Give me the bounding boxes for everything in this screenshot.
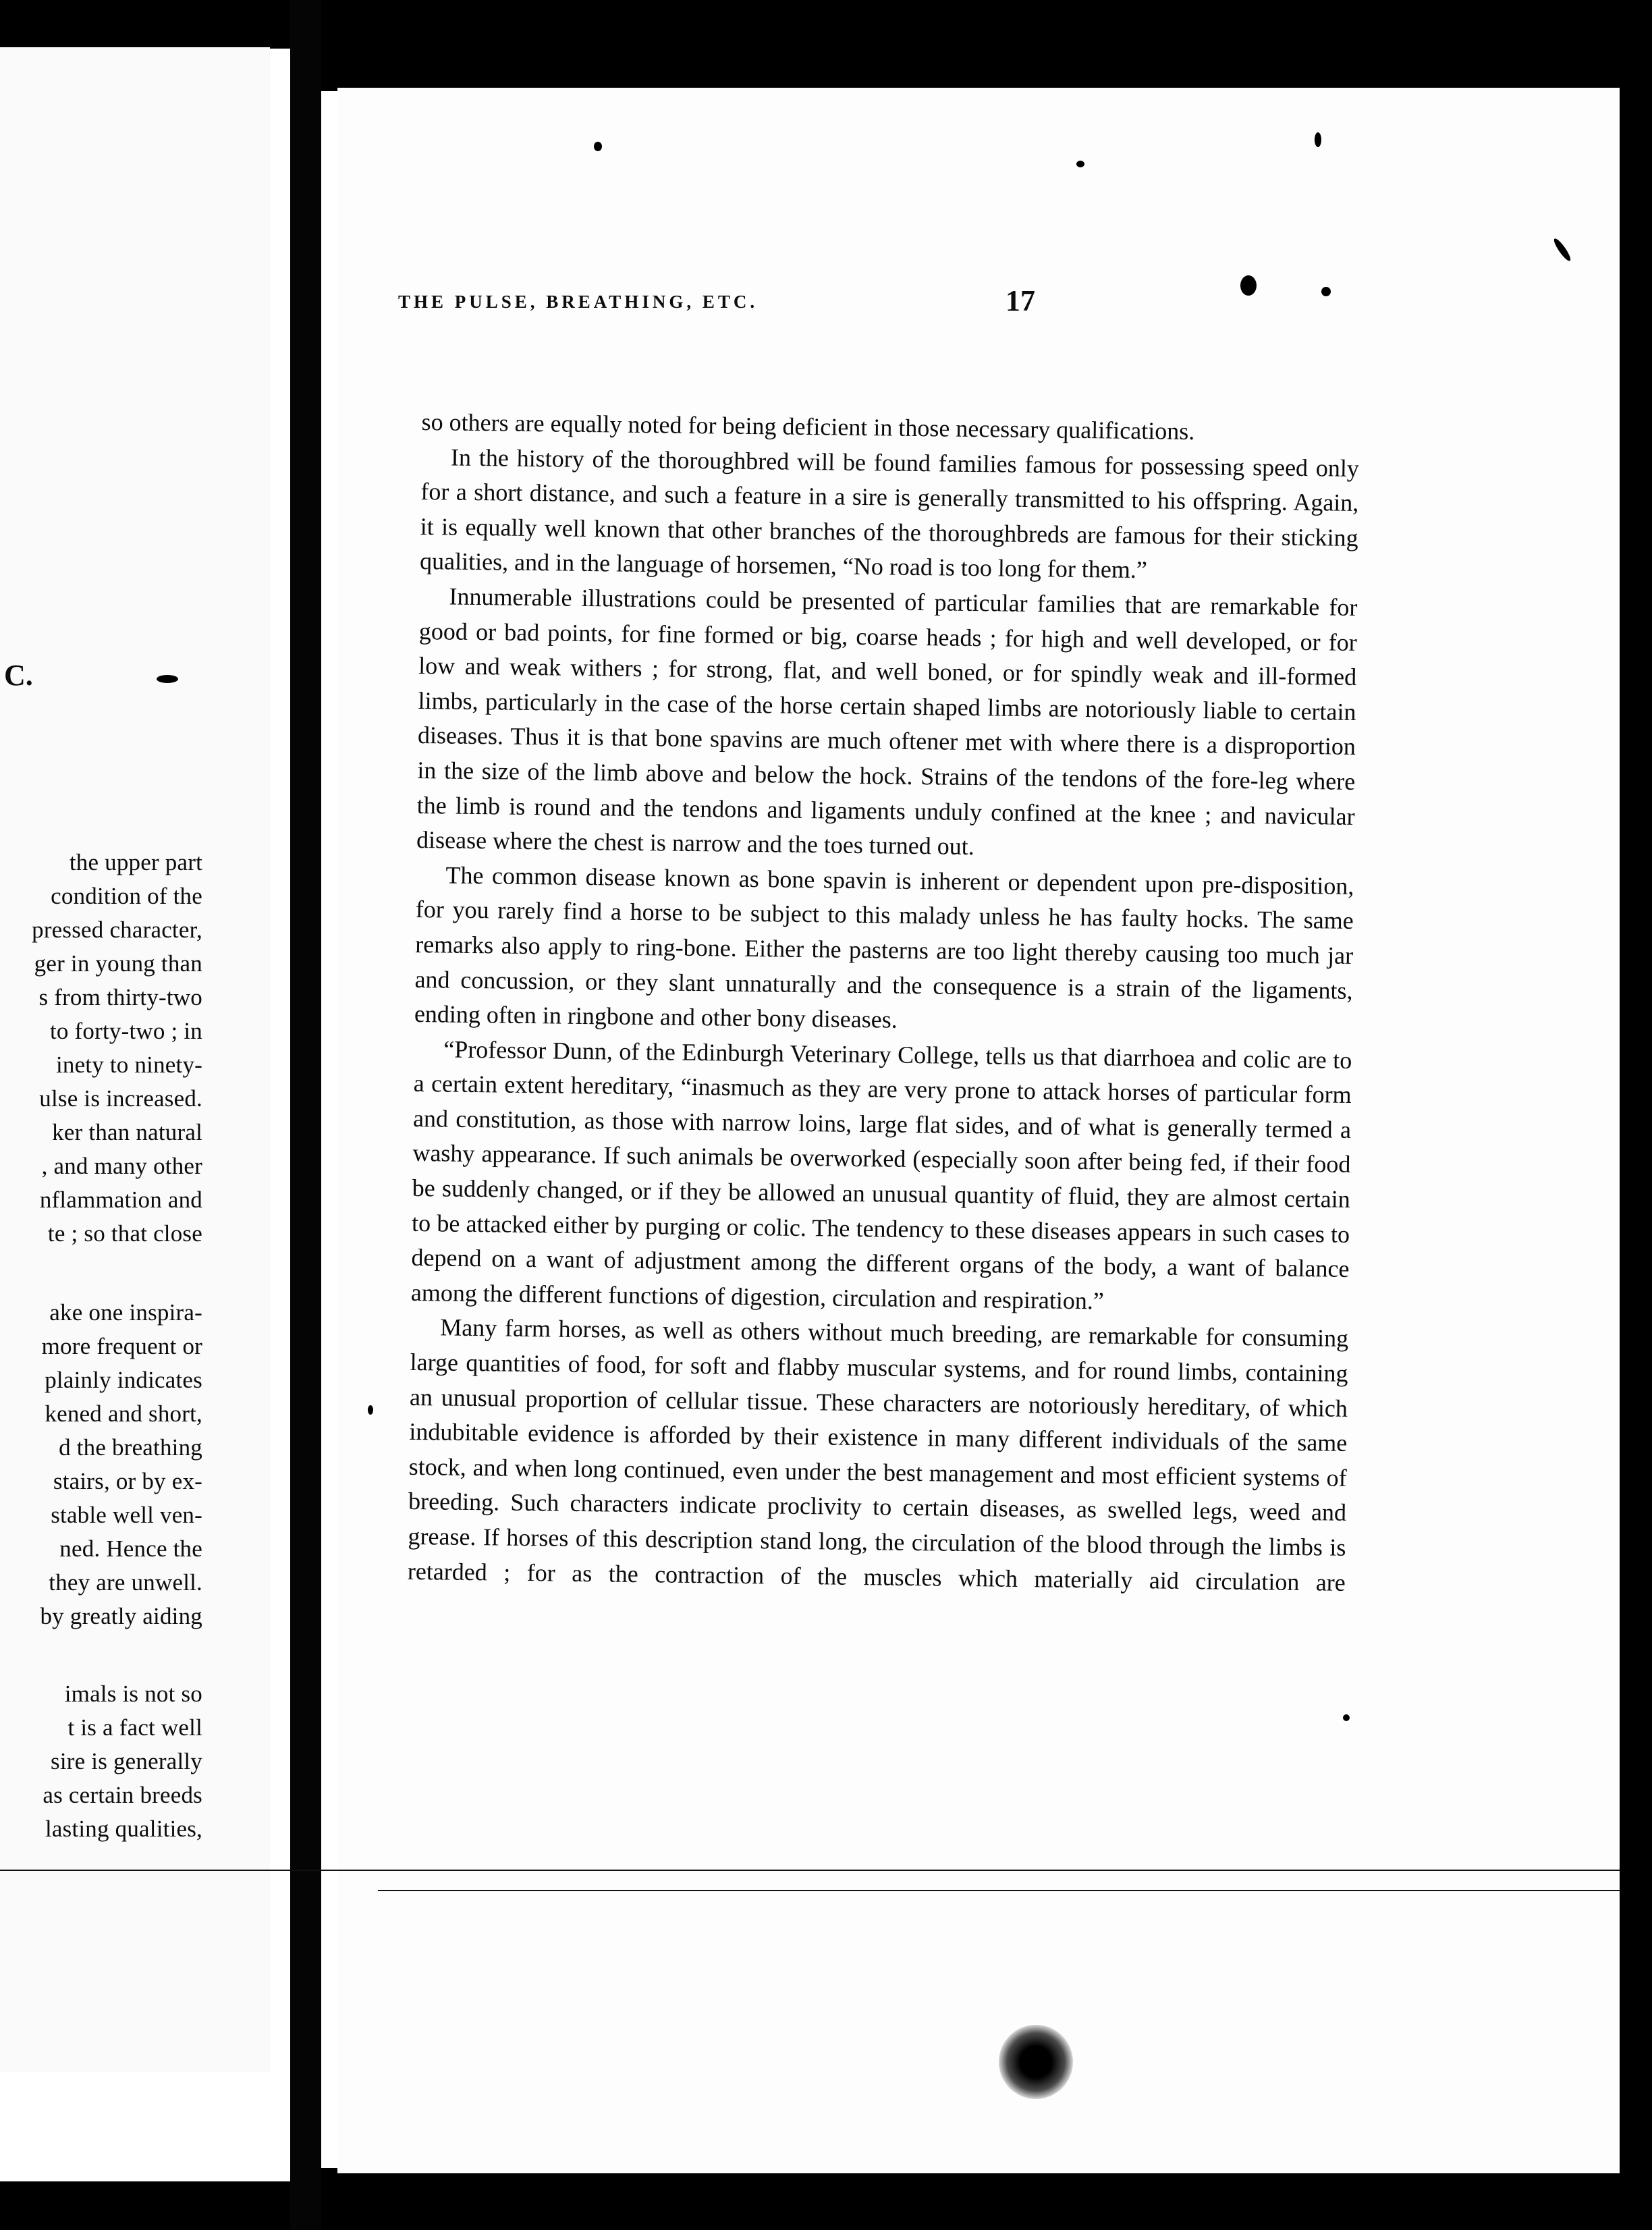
left-page-line: plainly indicates [45, 1367, 202, 1393]
left-page-line: pressed character, [32, 917, 202, 943]
left-page-line: ned. Hence the [59, 1535, 202, 1562]
ink-speck [1321, 287, 1331, 296]
ink-speck [1343, 1714, 1350, 1721]
ink-stain [999, 2025, 1073, 2099]
scan-rule-line [0, 1870, 1620, 1871]
scan-rule-line [378, 1890, 1620, 1891]
left-page-line: te ; so that close [47, 1220, 202, 1247]
scan-border-right [1620, 0, 1652, 2230]
ink-speck [1076, 161, 1084, 167]
left-page-line: stable well ven- [51, 1502, 202, 1528]
binding-gutter [290, 0, 321, 2230]
left-page-line: condition of the [51, 883, 202, 909]
left-page-line: to forty-two ; in [49, 1018, 202, 1044]
paragraph: Innumerable illustrations could be presented of particular families that are remarkable for good or bad points, for fine formed or big, coarse heads ; for high and well developed, or for low and weak withers ; for strong, flat, and well boned, or for spindly weak and ill-formed limbs, particularly in the case of the horse certain shaped limbs are notoriously liable to certain diseases. Thus it is that bone spavins are much oftener met with where there is a disproportion in the size of the limb above and below the hock. Strains of the tendons of the fore-leg where the limb is round and the tendons and ligaments unduly confined at the knee ; and navicular disease where the chest is narrow and the toes turned out. [416, 582, 1358, 861]
left-page-line: ake one inspira- [49, 1299, 202, 1326]
left-page-line: t is a fact well [67, 1714, 202, 1741]
paragraph: “Professor Dunn, of the Edinburgh Veterinary College, tells us that diarrhoea and colic are to a certain extent hereditary, “inasmuch as they are very prone to attack horses of particular form and constitution, as those with narrow loins, large flat sides, and of what is generally termed a washy appearance. If such animals be overworked (especially soon after being fed, if their food be suddenly changed, or if they be allowed an unusual quantity of fluid, they are almost certain to be attacked either by purging or colic. The tendency to these diseases appears in such cases to depend on a want of adjustment among the different organs of the body, a want of balance among the different functions of digestion, circulation and respiration.” [410, 1035, 1352, 1315]
left-page-line: ker than natural [52, 1119, 202, 1145]
left-page-line: as certain breeds [43, 1782, 202, 1808]
left-page-line: nflammation and [39, 1187, 202, 1213]
paragraph: Many farm horses, as well as others without much breeding, are remarkable for consuming large quantities of food, for soft and flabby muscular systems, and for round limbs, containing an unusual proportion of cellular tissue. These characters are notoriously hereditary, of which indubitable evidence is afforded by their existence in many different individuals of the same stock, and when long continued, even under the best management and most efficient systems of breeding. Such characters indicate proclivity to certain diseases, as swelled legs, weed and grease. If horses of this description stand long, the circulation of the blood through the limbs is retarded ; for as the contraction of the muscles which materially aid circulation are [407, 1313, 1349, 1596]
left-page-line: sire is generally [51, 1748, 202, 1774]
left-page-line: ulse is increased. [39, 1085, 202, 1112]
left-page-line: , and many other [41, 1153, 202, 1179]
ink-speck [368, 1405, 373, 1415]
left-page-line: d the breathing [59, 1434, 202, 1461]
left-page-line: imals is not so [64, 1681, 202, 1707]
body-text [408, 405, 1360, 1600]
left-facing-page [0, 47, 270, 2072]
page-number: 17 [1006, 284, 1035, 317]
left-page-line: ger in young than [34, 950, 202, 977]
paragraph: In the history of the thoroughbred will be found families famous for possessing speed only for a short distance, and such a feature in a sire is generally transmitted to his offspring. Again, it is equally well known that other branches of the thoroughbreds are famous for their sticking qualities, and in the language of horsemen, “No road is too long for them.” [419, 443, 1360, 584]
running-head: THE PULSE, BREATHING, ETC. [398, 292, 759, 312]
left-page-heading: C. [4, 659, 33, 692]
paragraph: so others are equally noted for being deficient in those necessary qualifications. [421, 408, 1195, 445]
scan-border-middle-top [290, 0, 1640, 91]
ink-speck [1315, 132, 1321, 147]
left-page-line: the upper part [69, 849, 202, 875]
ink-speck [1240, 275, 1257, 296]
left-page-line: kened and short, [45, 1400, 202, 1427]
left-page-line: inety to ninety- [55, 1052, 202, 1078]
ink-speck [594, 142, 602, 151]
left-page-line: they are unwell. [49, 1569, 202, 1596]
left-page-line: lasting qualities, [45, 1816, 202, 1842]
ink-speck [157, 675, 178, 683]
paragraph: The common disease known as bone spavin is inherent or dependent upon pre-disposition, for you rarely find a horse to be subject to this malady unless he has faulty hocks. The same remarks also apply to ring-bone. Either the pasterns are too light thereby causing too much jar and concussion, or they slant unnaturally and the consequence is a strain of the ligaments, ending often in ringbone and other bony diseases. [414, 861, 1354, 1033]
left-page-line: s from thirty-two [38, 984, 202, 1010]
left-page-line: stairs, or by ex- [53, 1468, 202, 1494]
left-page-line: more frequent or [41, 1333, 202, 1359]
left-page-line: by greatly aiding [40, 1603, 202, 1629]
